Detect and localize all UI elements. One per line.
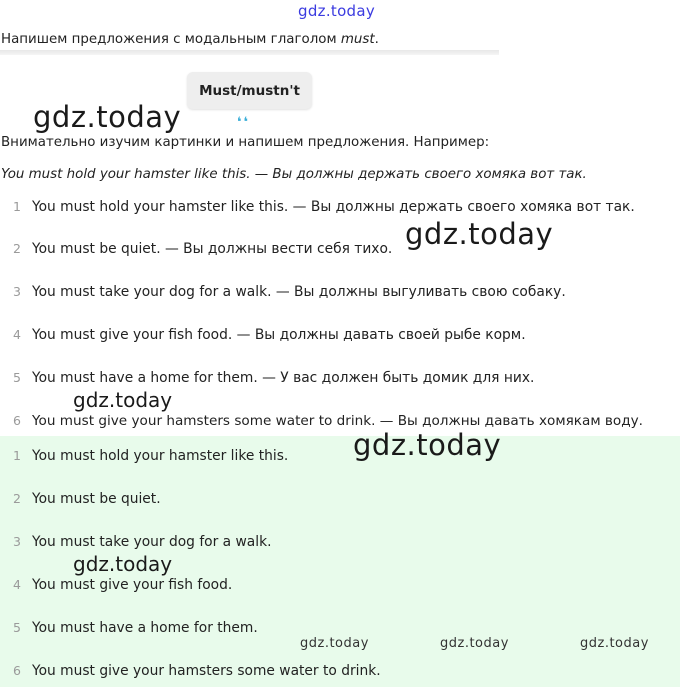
item-text: You must have a home for them. — У вас должен быть домик для них. — [32, 370, 535, 386]
answer-item — [0, 663, 680, 687]
item-number: 1 — [13, 448, 21, 463]
example-sentence: You must hold your hamster like this. — Вы должны держать своего хомяка вот так. — [1, 167, 587, 182]
item-text: You must be quiet. — Вы должны вести себя тихо. — [32, 241, 393, 257]
quote-mark-icon: ❛❛ — [237, 115, 251, 130]
item-text: You must give your hamsters some water to drink. — [32, 663, 381, 679]
list-item — [0, 327, 680, 367]
item-number: 6 — [13, 663, 21, 678]
topic-tag-button[interactable]: Must/mustn't — [187, 72, 312, 109]
watermark: gdz.today — [405, 217, 554, 251]
watermark: gdz.today — [33, 100, 182, 134]
item-text: You must be quiet. — [32, 491, 161, 507]
item-text: You must take your dog for a walk. — [32, 534, 272, 550]
answer-item — [0, 448, 680, 488]
top-watermark: gdz.today — [298, 2, 376, 20]
item-text: You must hold your hamster like this. — [32, 448, 289, 464]
item-number: 6 — [13, 413, 21, 428]
intro-text — [1, 32, 379, 47]
item-text: You must have a home for them. — [32, 620, 258, 636]
intro-suffix: . — [374, 32, 379, 47]
item-number: 4 — [13, 327, 21, 342]
item-number: 5 — [13, 370, 21, 385]
intro-main: Напишем предложения с модальным глаголом — [1, 32, 341, 47]
item-number: 3 — [13, 284, 21, 299]
item-number: 4 — [13, 577, 21, 592]
list-item — [0, 284, 680, 324]
answer-item — [0, 577, 680, 617]
watermark: gdz.today — [73, 552, 173, 576]
watermark: gdz.today — [73, 388, 173, 412]
item-text: You must take your dog for a walk. — Вы должны выгуливать свою собаку. — [32, 284, 566, 300]
item-text: You must give your hamsters some water to drink. — Вы должны давать хомякам воду. — [32, 413, 644, 429]
watermark: gdz.today — [300, 636, 369, 651]
item-text: You must give your fish food. — Вы должны давать своей рыбе корм. — [32, 327, 526, 343]
item-number: 2 — [13, 491, 21, 506]
item-number: 1 — [13, 199, 21, 214]
item-text: You must hold your hamster like this. — Вы должны держать своего хомяка вот так. — [32, 199, 635, 215]
item-number: 5 — [13, 620, 21, 635]
item-text: You must give your fish food. — [32, 577, 233, 593]
item-number: 3 — [13, 534, 21, 549]
answer-item — [0, 491, 680, 531]
list-item — [0, 241, 680, 281]
watermark: gdz.today — [353, 428, 502, 462]
instruction-text: Внимательно изучим картинки и напишем предложения. Например: — [1, 135, 490, 150]
intro-emphasis: must — [340, 32, 375, 47]
section-divider — [0, 50, 499, 55]
list-item — [0, 199, 680, 239]
watermark: gdz.today — [580, 636, 649, 651]
item-number: 2 — [13, 241, 21, 256]
watermark: gdz.today — [440, 636, 509, 651]
